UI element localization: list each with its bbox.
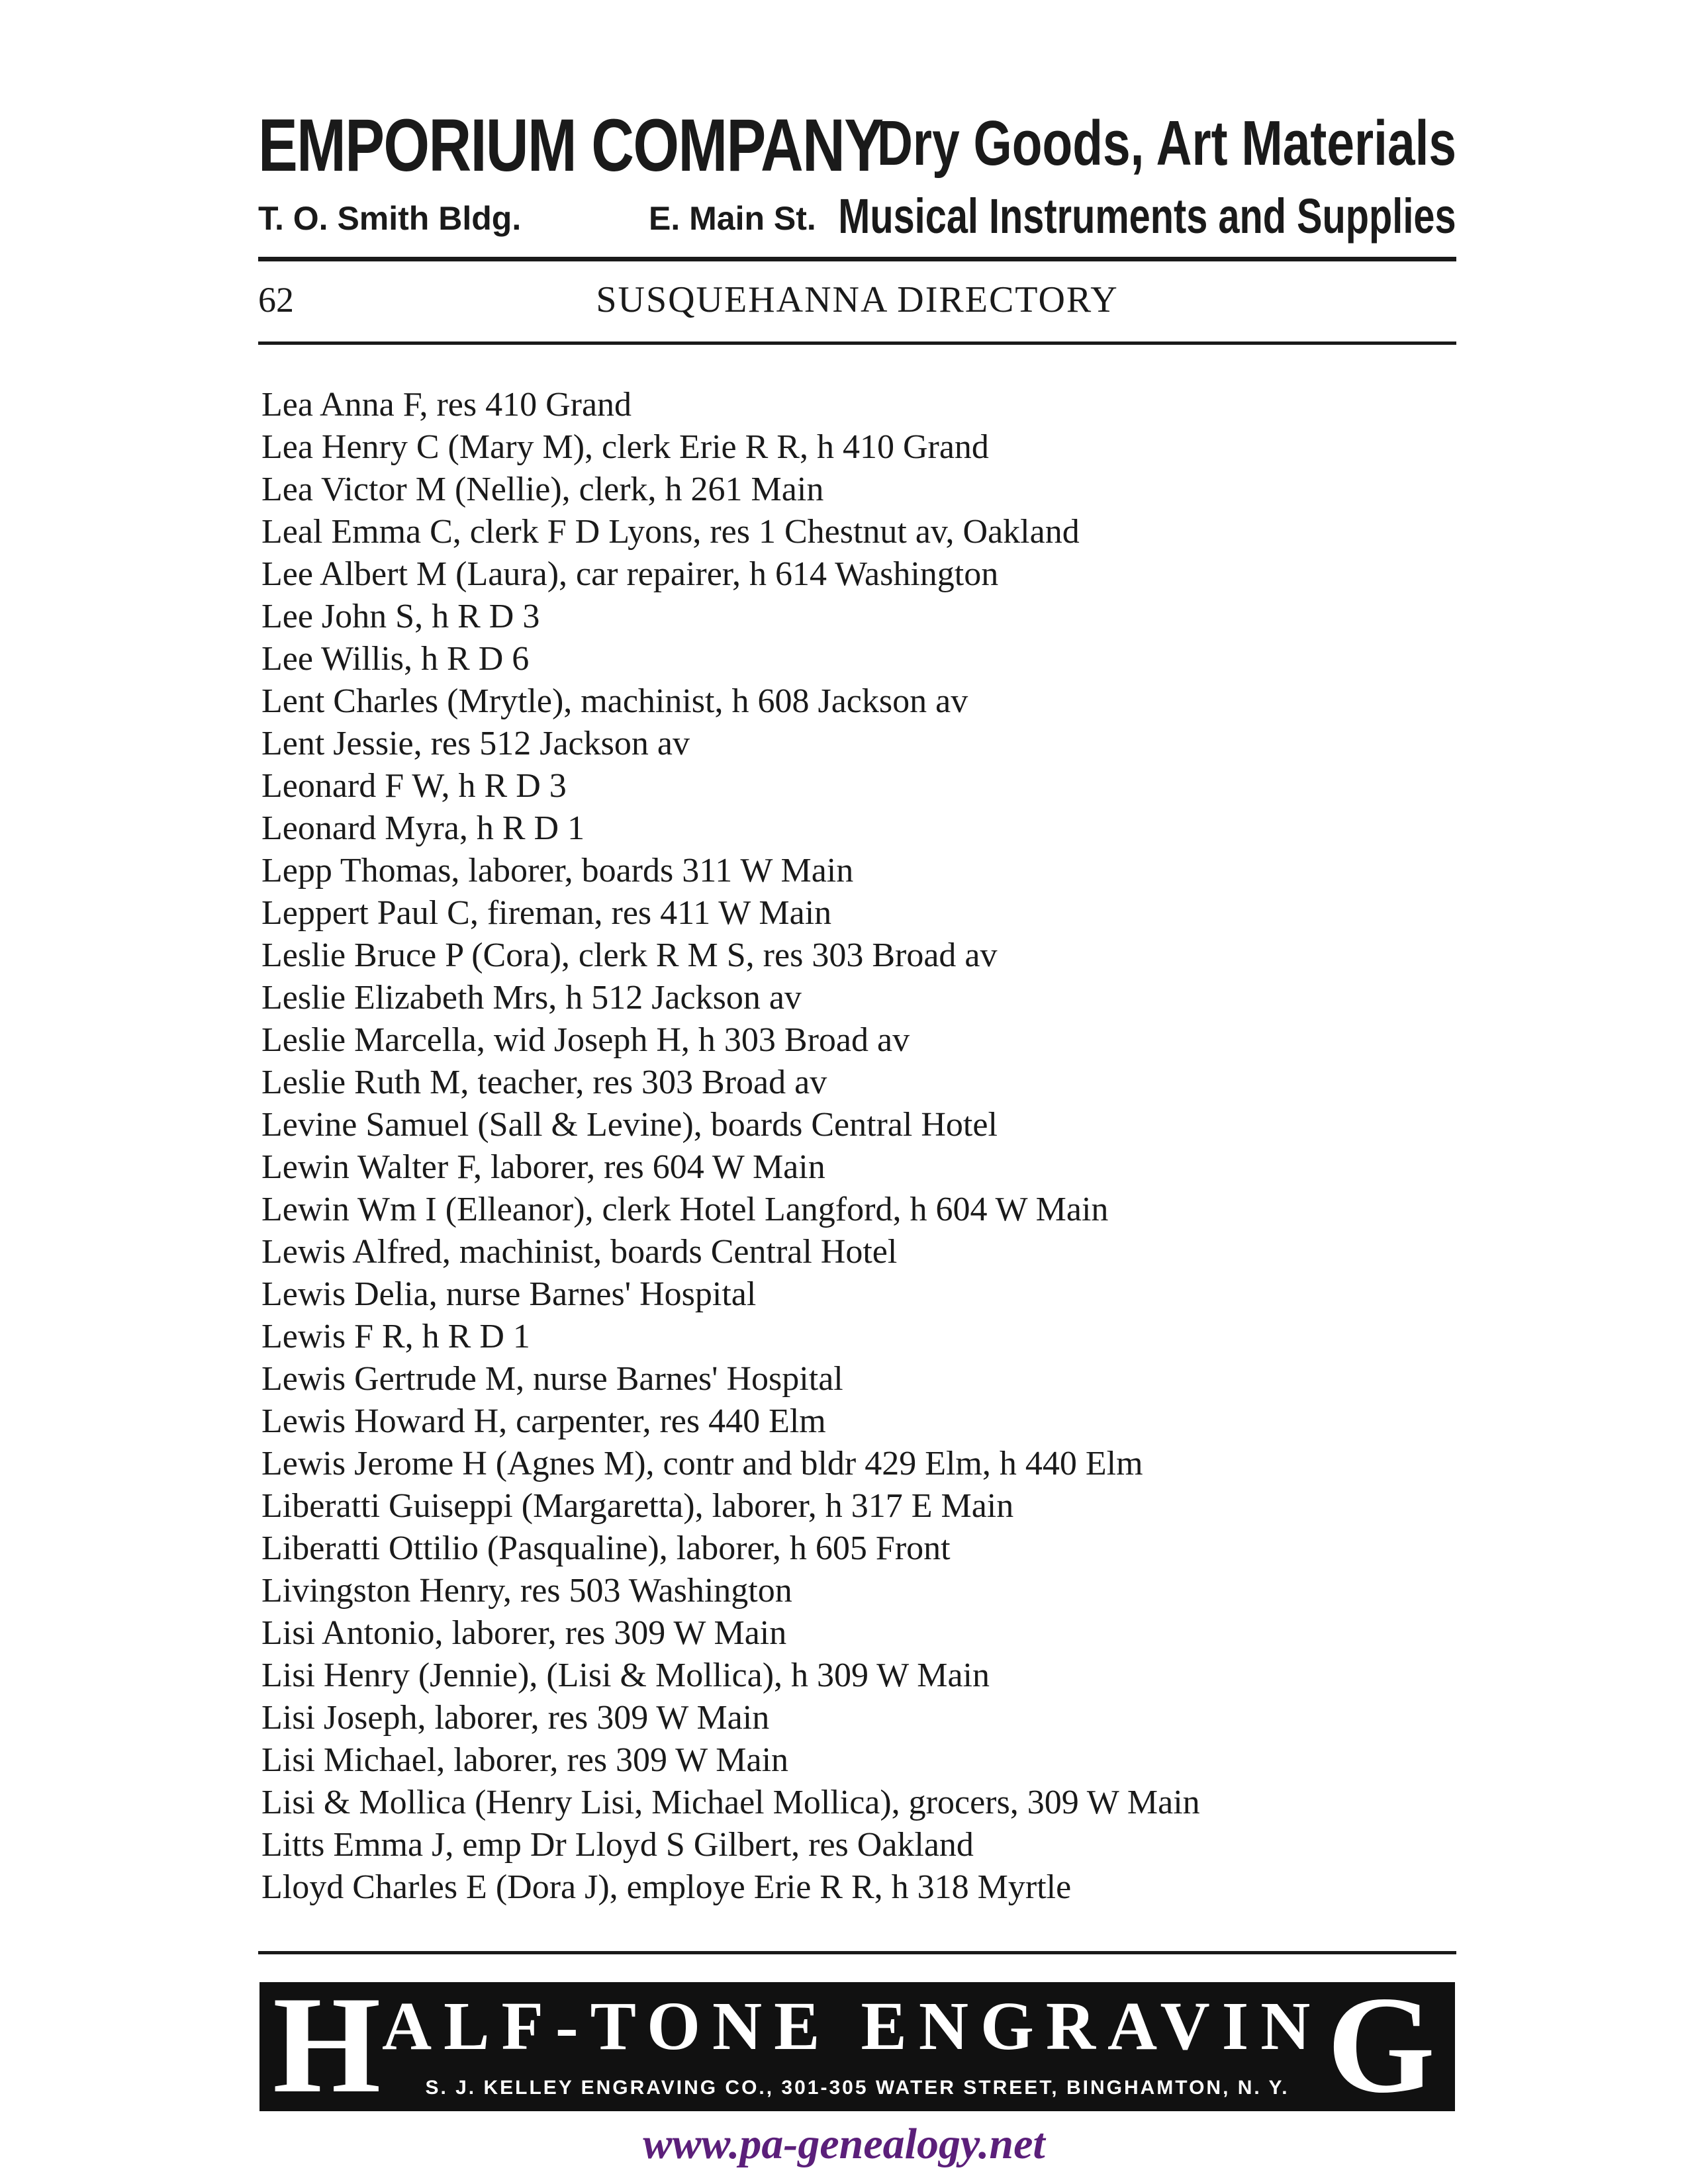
directory-entry: Lisi Michael, laborer, res 309 W Main: [261, 1741, 789, 1779]
directory-listing: [261, 384, 1466, 1909]
directory-entry: Lea Henry C (Mary M), clerk Erie R R, h 410 Grand: [261, 428, 989, 466]
ad-street: E. Main St.: [649, 200, 816, 237]
directory-entry: Leslie Ruth M, teacher, res 303 Broad av: [261, 1064, 827, 1101]
ad-initial-h: H: [273, 1982, 381, 2111]
directory-entry: Lisi & Mollica (Henry Lisi, Michael Mollica), grocers, 309 W Main: [261, 1784, 1200, 1821]
directory-entry: Leslie Elizabeth Mrs, h 512 Jackson av: [261, 979, 802, 1017]
header-advertisement: [258, 104, 1456, 244]
directory-entry: Lewis Gertrude M, nurse Barnes' Hospital: [261, 1360, 843, 1398]
directory-entry: Leppert Paul C, fireman, res 411 W Main: [261, 894, 832, 932]
ad-final-g: G: [1327, 1982, 1435, 2111]
directory-entry: Lewin Wm I (Elleanor), clerk Hotel Langford, h 604 W Main: [261, 1191, 1109, 1228]
directory-entry: Leslie Marcella, wid Joseph H, h 303 Broad av: [261, 1021, 910, 1059]
directory-entry: Lewis Howard H, carpenter, res 440 Elm: [261, 1402, 826, 1440]
header-rule: [258, 257, 1456, 261]
directory-entry: Leal Emma C, clerk F D Lyons, res 1 Chestnut av, Oakland: [261, 513, 1080, 551]
directory-entry: Lewis Delia, nurse Barnes' Hospital: [261, 1275, 757, 1313]
ad-company-name: EMPORIUM COMPANY: [258, 104, 883, 187]
ad-engraving-address: S. J. KELLEY ENGRAVING CO., 301-305 WATER STREET, BINGHAMTON, N. Y.: [425, 2077, 1289, 2099]
directory-entry: Lewin Walter F, laborer, res 604 W Main: [261, 1148, 825, 1186]
engraving-advertisement: [259, 1982, 1455, 2111]
directory-entry: Lisi Henry (Jennie), (Lisi & Mollica), h 309 W Main: [261, 1657, 990, 1694]
page-number: 62: [258, 280, 294, 320]
directory-entry: Leonard Myra, h R D 1: [261, 809, 585, 847]
directory-entry: Leslie Bruce P (Cora), clerk R M S, res 303 Broad av: [261, 936, 998, 974]
directory-entry: Lee Willis, h R D 6: [261, 640, 530, 678]
directory-entry: Lisi Joseph, laborer, res 309 W Main: [261, 1699, 770, 1737]
directory-entry: Lea Anna F, res 410 Grand: [261, 386, 632, 424]
directory-entry: Lewis Jerome H (Agnes M), contr and bldr 429 Elm, h 440 Elm: [261, 1445, 1143, 1482]
directory-entry: Livingston Henry, res 503 Washington: [261, 1572, 792, 1610]
directory-entry: Lepp Thomas, laborer, boards 311 W Main: [261, 852, 854, 889]
title-rule: [258, 341, 1456, 345]
ad-tagline-goods: Dry Goods, Art Materials: [876, 108, 1456, 179]
site-url-link[interactable]: www.pa-genealogy.net: [643, 2120, 1045, 2168]
directory-entry: Litts Emma J, emp Dr Lloyd S Gilbert, res Oakland: [261, 1826, 974, 1864]
directory-entry: Liberatti Guiseppi (Margaretta), laborer, h 317 E Main: [261, 1487, 1014, 1525]
ad-tagline-instruments: Musical Instruments and Supplies: [838, 189, 1456, 244]
directory-entry: Liberatti Ottilio (Pasqualine), laborer, h 605 Front: [261, 1529, 951, 1567]
directory-entry: Leonard F W, h R D 3: [261, 767, 567, 805]
directory-entry: Lea Victor M (Nellie), clerk, h 261 Main: [261, 471, 824, 508]
directory-entry: Lloyd Charles E (Dora J), employe Erie R R, h 318 Myrtle: [261, 1868, 1072, 1906]
directory-entry: Lisi Antonio, laborer, res 309 W Main: [261, 1614, 787, 1652]
footer-rule: [258, 1951, 1456, 1954]
running-title: SUSQUEHANNA DIRECTORY: [596, 279, 1119, 320]
directory-entry: Lee Albert M (Laura), car repairer, h 614 Washington: [261, 555, 999, 593]
directory-entry: Lewis F R, h R D 1: [261, 1318, 530, 1355]
directory-entry: Levine Samuel (Sall & Levine), boards Central Hotel: [261, 1106, 998, 1144]
directory-entry: Lent Charles (Mrytle), machinist, h 608 Jackson av: [261, 682, 968, 720]
directory-entry: Lee John S, h R D 3: [261, 598, 540, 635]
ad-building: T. O. Smith Bldg.: [258, 200, 522, 237]
directory-entry: Lent Jessie, res 512 Jackson av: [261, 725, 690, 762]
directory-entry: Lewis Alfred, machinist, boards Central Hotel: [261, 1233, 898, 1271]
ad-engraving-title: ALF-TONE ENGRAVIN: [382, 1988, 1323, 2064]
